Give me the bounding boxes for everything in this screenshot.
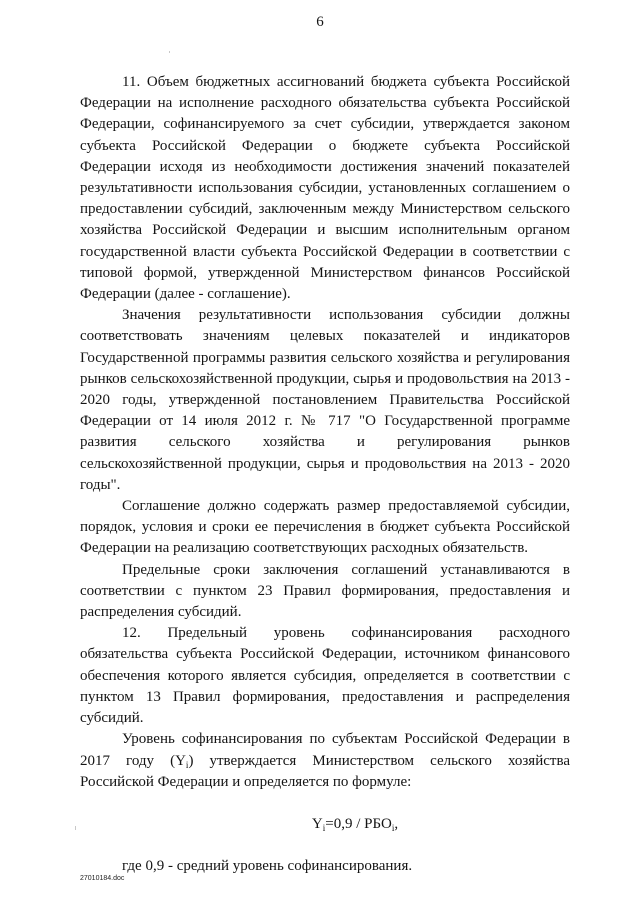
footer-filename: 27010184.doc [80, 875, 125, 882]
formula-rhs-sub: i [391, 822, 395, 833]
cofinancing-text-before: Уровень софинансирования по субъектам Российской Федерации в 2017 году (Y [80, 731, 570, 769]
document-body [80, 72, 570, 877]
scan-mark [169, 51, 170, 53]
formula-rhs: =0,9 / РБО [325, 815, 392, 832]
formula-tail: , [394, 815, 399, 832]
page-number: 6 [316, 14, 324, 30]
paragraph-11: 11. Объем бюджетных ассигнований бюджета субъекта Российской Федерации на исполнение расходного обязательства субъекта Российской Федерации, софинансируемого за счет субсидии, утверждается законом субъекта Российской Федерации о бюджете субъекта Российской Федерации исходя из необходимости достижения значений показателей результативности использования субсидии, установленных соглашением о предоставлении субсидий, заключенным между Министерством сельского хозяйства Российской Федерации и высшим исполнительным органом государственной власти субъекта Российской Федерации в соответствии с типовой формой, утвержденной Министерством финансов Российской Федерации (далее - соглашение). [80, 74, 570, 303]
formula-lhs: Y [311, 815, 323, 832]
paragraph-result-values: Значения результативности использования субсидии должны соответствовать значениям целевых показателей и индикаторов Государственной программы развития сельского хозяйства и регулирования рынков сельскохозяйственной продукции, сырья и продовольствия на 2013 - 2020 годы, утвержденной постановлением Правительства Российской Федерации от 14 июля 2012 г. № 717 "О Государственной программе развития сельского хозяйства и регулирования рынков сельскохозяйственной продукции, сырья и продовольствия на 2013 - 2020 годы". [80, 307, 570, 493]
formula-lhs-sub: i [322, 822, 326, 833]
formula [140, 814, 570, 835]
cofinancing-text-after: ) утверждается Министерством сельского хозяйства Российской Федерации и определяется по формуле: [80, 752, 570, 790]
paragraph-12: 12. Предельный уровень софинансирования расходного обязательства субъекта Российской Федерации, источником финансового обеспечения которого является субсидия, определяется в соответствии с пунктом 13 Правил формирования, предоставления и распределения субсидий. [80, 625, 570, 727]
formula-note: где 0,9 - средний уровень софинансирования. [122, 857, 413, 874]
subscript-i: i [185, 759, 189, 770]
paragraph-agreement-terms: Предельные сроки заключения соглашений устанавливаются в соответствии с пунктом 23 Правил формирования, предоставления и распределения субсидий. [80, 561, 570, 621]
scan-mark [75, 826, 76, 830]
paragraph-cofinancing-level [80, 729, 570, 793]
paragraph-agreement-content: Соглашение должно содержать размер предоставляемой субсидии, порядок, условия и сроки ее перечисления в бюджет субъекта Российской Федерации на реализацию соответствующих расходных обязательств. [80, 498, 570, 557]
